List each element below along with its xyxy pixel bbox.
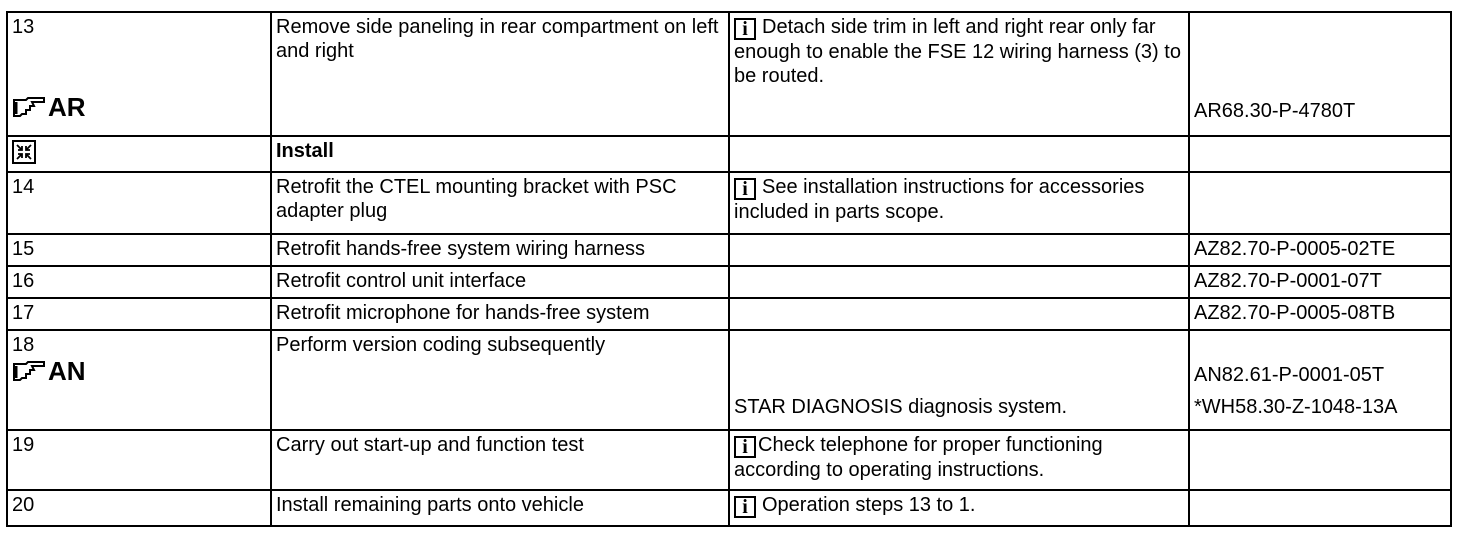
reference-cell [1189,234,1451,266]
note-cell [729,234,1189,266]
reference-cell [1189,298,1451,330]
reference-link[interactable]: AZ82.70-P-0005-02TE [1194,238,1396,260]
table-row [7,490,1451,526]
step-cell: 19 [7,430,271,490]
reference-link[interactable]: AZ82.70-P-0005-08TB [1194,302,1396,324]
reference-link[interactable]: AZ82.70-P-0001-07T [1194,270,1382,292]
marker-an [12,357,86,385]
note-cell [729,172,1189,234]
table-row [7,172,1451,234]
step-cell [7,136,271,172]
pointing-hand-icon [12,96,46,118]
pointing-hand-icon [12,360,46,382]
action-cell: Remove side paneling in rear compartment on left and right [271,12,729,136]
reference-cell [1189,136,1451,172]
info-icon: i [734,178,756,200]
step-cell: 15 [7,234,271,266]
table-row [7,12,1451,136]
step-cell: 20 [7,490,271,526]
table-row [7,136,1451,172]
reference-link[interactable]: AN82.61-P-0001-05T [1194,364,1385,386]
table-row [7,234,1451,266]
info-icon: i [734,436,756,458]
marker-label: AN [48,356,86,386]
action-cell: Retrofit hands-free system wiring harness [271,234,729,266]
note-text: STAR DIAGNOSIS diagnosis system. [734,396,1068,418]
note-cell [729,298,1189,330]
note-cell [729,266,1189,298]
action-cell: Retrofit control unit interface [271,266,729,298]
reference-cell [1189,172,1451,234]
action-cell: Retrofit microphone for hands-free system [271,298,729,330]
section-heading: Install [271,136,729,172]
reference-cell [1189,266,1451,298]
note-text: Check telephone for proper functioning according to operating instructions. [734,434,1103,481]
reference-cell [1189,12,1451,136]
reference-cell [1189,330,1451,430]
action-cell: Retrofit the CTEL mounting bracket with PSC adapter plug [271,172,729,234]
table-row [7,330,1451,430]
note-cell [729,136,1189,172]
install-icon [12,140,36,164]
note-text: Operation steps 13 to 1. [762,494,976,516]
note-cell [729,490,1189,526]
table-row [7,266,1451,298]
note-cell [729,330,1189,430]
note-cell [729,12,1189,136]
work-steps-table [6,11,1452,527]
table-row [7,430,1451,490]
step-cell: 14 [7,172,271,234]
step-number: 18 [12,334,35,356]
reference-link[interactable]: *WH58.30-Z-1048-13A [1194,396,1398,418]
marker-label: AR [48,92,86,122]
step-cell: 16 [7,266,271,298]
step-cell [7,12,271,136]
step-cell [7,330,271,430]
table-row [7,298,1451,330]
note-text: Detach side trim in left and right rear only far enough to enable the FSE 12 wiring harness (3) to be routed. [734,16,1181,87]
reference-link[interactable]: AR68.30-P-4780T [1194,100,1356,122]
note-cell [729,430,1189,490]
info-icon: i [734,496,756,518]
marker-ar [12,93,86,121]
note-text: See installation instructions for accessories included in parts scope. [734,176,1145,223]
step-number: 13 [12,16,35,38]
action-cell: Install remaining parts onto vehicle [271,490,729,526]
reference-cell [1189,490,1451,526]
step-cell: 17 [7,298,271,330]
info-icon: i [734,18,756,40]
action-cell: Perform version coding subsequently [271,330,729,430]
action-cell: Carry out start-up and function test [271,430,729,490]
reference-cell [1189,430,1451,490]
